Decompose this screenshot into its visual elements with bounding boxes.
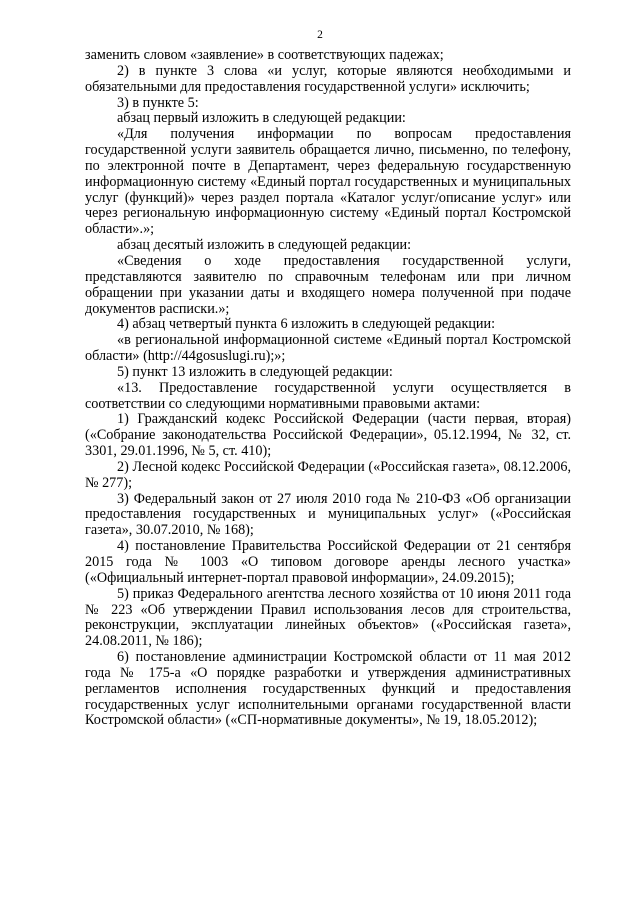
paragraph: 4) абзац четвертый пункта 6 изложить в следующей редакции: [117, 316, 496, 333]
paragraph: заменить словом «заявление» в соответствующих падежах; [85, 47, 444, 63]
paragraph: «Для получения информации по вопросам предоставления государственной услуги заявитель обращается лично, письменно, по телефону, по электронной почте в Департамент, через федеральную государственную информационную систему «Единый портал государственных и муниципальных услуг (функций)» через раздел портала «Каталог услуг/описание услуг» или через региональную информационную систему «Единый портал Костромской области».»; [85, 126, 571, 238]
paragraph: 3) Федеральный закон от 27 июля 2010 года № 210-ФЗ «Об организации предоставления государственных и муниципальных услуг» («Российская газета», 30.07.2010, № 168); [85, 490, 571, 539]
paragraph: 6) постановление администрации Костромской области от 11 мая 2012 года № 175-а «О порядке разработки и утверждения административных регламентов исполнения государственных функций и предоставления государственных услуг исполнительными органами государственной власти Костромской области» («СП-нормативные документы», № 19, 18.05.2012); [85, 649, 571, 729]
page-number: 2 [317, 29, 323, 41]
paragraph: «13. Предоставление государственной услуги осуществляется в соответствии со следующими нормативными правовыми актами: [85, 379, 571, 412]
paragraph: 1) Гражданский кодекс Российской Федерации (части первая, вторая) («Собрание законодательства Российской Федерации», 05.12.1994, № 32, ст. 3301, 29.01.1996, № 5, ст. 410); [85, 411, 571, 460]
paragraph: абзац десятый изложить в следующей редакции: [117, 237, 412, 254]
paragraph: «Сведения о ходе предоставления государственной услуги, представляются заявителю по справочным телефонам или при личном обращении при указании даты и входящего номера полученной при подаче документов расписки.»; [85, 252, 571, 317]
paragraph: абзац первый изложить в следующей редакции: [117, 110, 406, 127]
paragraph: 2) в пункте 3 слова «и услуг, которые являются необходимыми и обязательными для предоставления государственной услуги» исключить; [85, 62, 571, 95]
paragraph: 5) пункт 13 изложить в следующей редакции: [117, 363, 393, 380]
paragraph: 3) в пункте 5: [117, 94, 199, 111]
paragraph: «в региональной информационной системе «Единый портал Костромской области» (http://44gosuslugi.ru);»; [85, 332, 571, 365]
paragraph: 5) приказ Федерального агентства лесного хозяйства от 10 июня 2011 года № 223 «Об утверждении Правил использования лесов для строительства, реконструкции, эксплуатации линейных объектов» («Российская газета», 24.08.2011, № 186); [85, 585, 571, 650]
paragraph: 4) постановление Правительства Российской Федерации от 21 сентября 2015 года № 1003 «О типовом договоре аренды лесного участка» («Официальный интернет-портал правовой информации», 24.09.2015); [85, 538, 571, 586]
paragraph: 2) Лесной кодекс Российской Федерации («Российская газета», 08.12.2006, № 277); [85, 458, 571, 491]
document-body [85, 48, 571, 729]
